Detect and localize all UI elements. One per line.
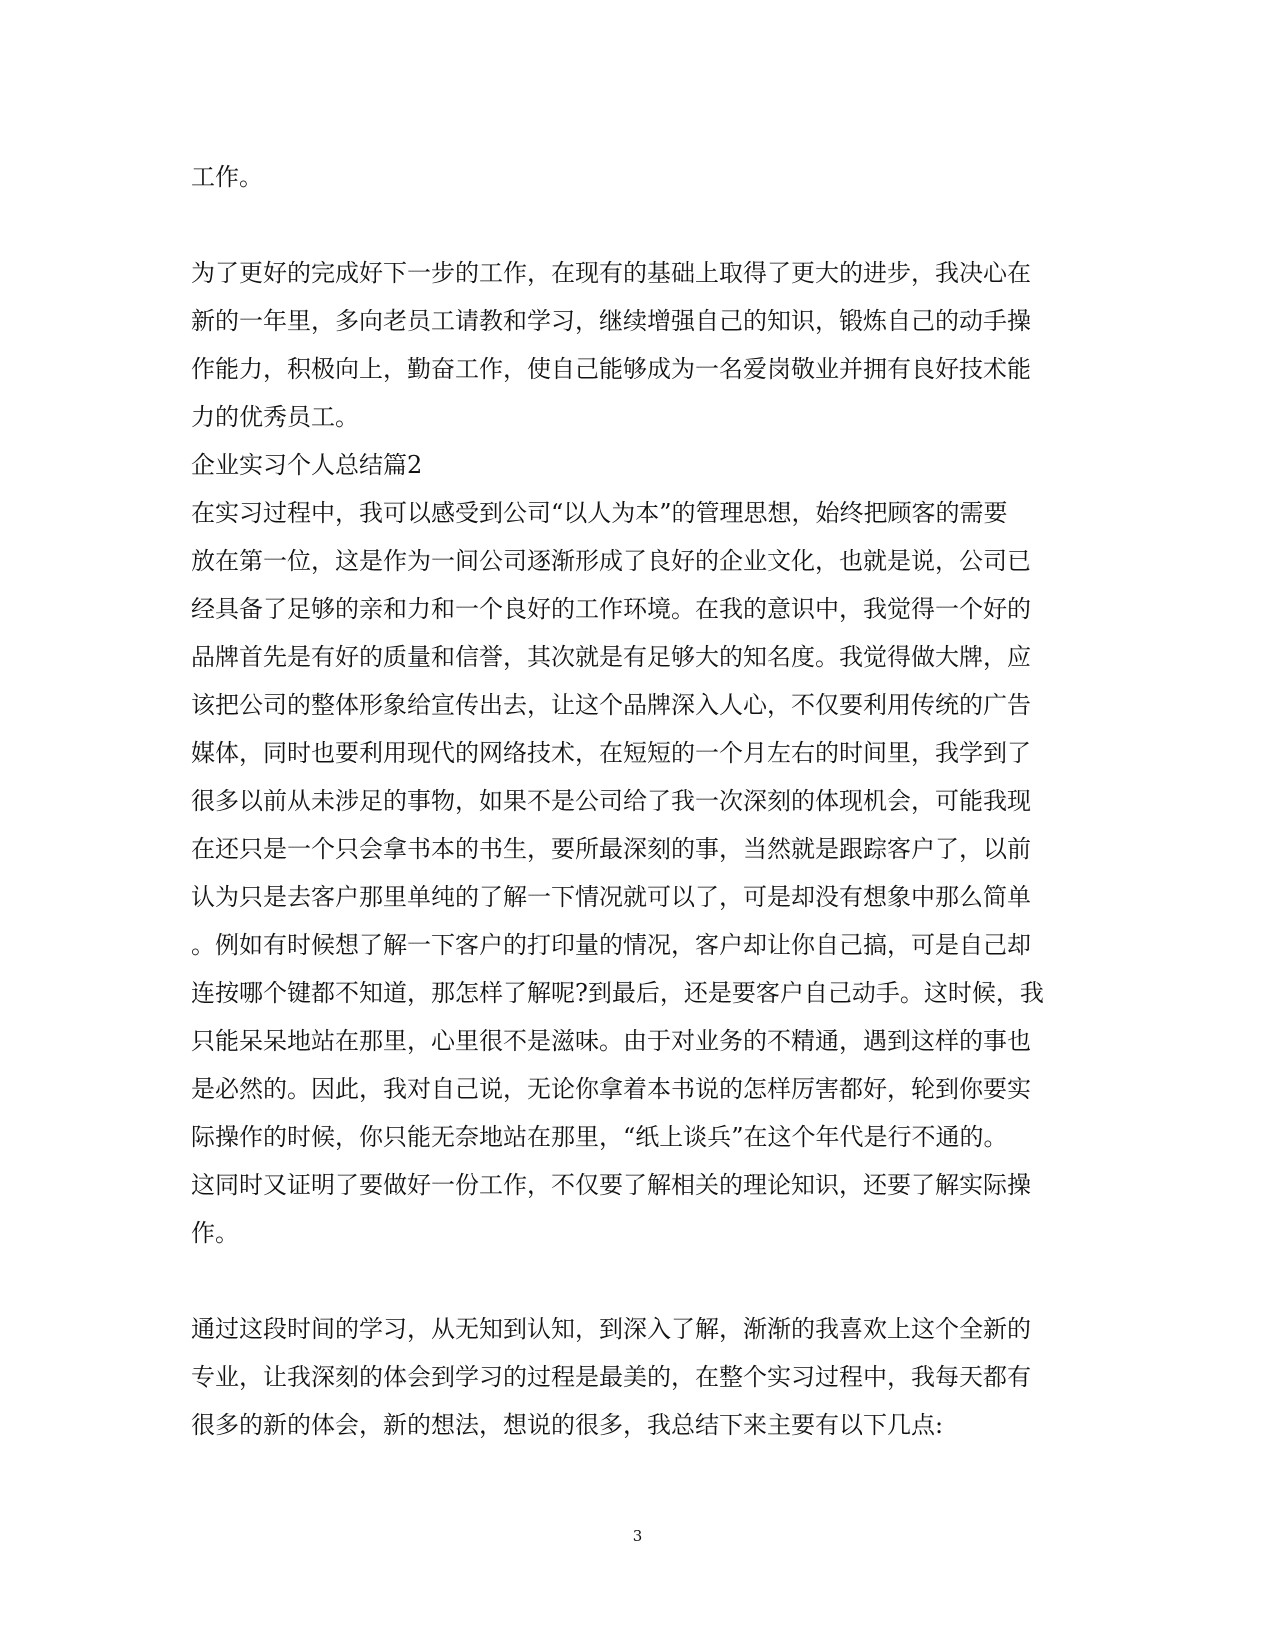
text-line: 作。 [191, 1219, 239, 1247]
text-line: 很多以前从未涉足的事物，如果不是公司给了我一次深刻的体现机会，可能我现 [191, 787, 1031, 815]
text-line: 新的一年里，多向老员工请教和学习，继续增强自己的知识，锻炼自己的动手操 [191, 307, 1031, 335]
text-line: 力的优秀员工。 [191, 403, 359, 431]
paragraph-gap [191, 201, 1081, 249]
text-line: 工作。 [191, 163, 263, 191]
text-line: 际操作的时候，你只能无奈地站在那里，“纸上谈兵”在这个年代是行不通的。 [191, 1123, 1008, 1151]
text-line: 在实习过程中，我可以感受到公司“以人为本”的管理思想，始终把顾客的需要 [191, 499, 1008, 527]
paragraph [191, 1305, 1081, 1449]
paragraph [191, 153, 1081, 201]
paragraph [191, 489, 1081, 1257]
text-line: 媒体，同时也要利用现代的网络技术，在短短的一个月左右的时间里，我学到了 [191, 739, 1031, 767]
section-heading: 企业实习个人总结篇2 [191, 451, 423, 479]
text-line: 经具备了足够的亲和力和一个良好的工作环境。在我的意识中，我觉得一个好的 [191, 595, 1031, 623]
text-line: 很多的新的体会，新的想法，想说的很多，我总结下来主要有以下几点: [191, 1411, 944, 1439]
text-line: 是必然的。因此，我对自己说，无论你拿着本书说的怎样厉害都好，轮到你要实 [191, 1075, 1031, 1103]
text-line: 专业，让我深刻的体会到学习的过程是最美的，在整个实习过程中，我每天都有 [191, 1363, 1031, 1391]
text-line: 该把公司的整体形象给宣传出去，让这个品牌深入人心，不仅要利用传统的广告 [191, 691, 1031, 719]
text-line: 作能力，积极向上，勤奋工作，使自己能够成为一名爱岗敬业并拥有良好技术能 [191, 355, 1031, 383]
text-line: 只能呆呆地站在那里，心里很不是滋味。由于对业务的不精通，遇到这样的事也 [191, 1027, 1031, 1055]
text-line: 通过这段时间的学习，从无知到认知，到深入了解，渐渐的我喜欢上这个全新的 [191, 1315, 1031, 1343]
text-line: 品牌首先是有好的质量和信誉，其次就是有足够大的知名度。我觉得做大牌，应 [191, 643, 1031, 671]
paragraph-gap [191, 1257, 1081, 1305]
document-body [191, 153, 1081, 1449]
text-line: 为了更好的完成好下一步的工作，在现有的基础上取得了更大的进步，我决心在 [191, 259, 1031, 287]
text-line: 放在第一位，这是作为一间公司逐渐形成了良好的企业文化，也就是说，公司已 [191, 547, 1031, 575]
text-line: 连按哪个键都不知道，那怎样了解呢?到最后，还是要客户自己动手。这时候，我 [191, 979, 1044, 1007]
text-line: 认为只是去客户那里单纯的了解一下情况就可以了，可是却没有想象中那么简单 [191, 883, 1031, 911]
page-number: 3 [632, 1527, 643, 1545]
text-line: 在还只是一个只会拿书本的书生，要所最深刻的事，当然就是跟踪客户了，以前 [191, 835, 1031, 863]
text-line: 。例如有时候想了解一下客户的打印量的情况，客户却让你自己搞，可是自己却 [191, 931, 1031, 959]
paragraph [191, 249, 1081, 441]
text-line: 这同时又证明了要做好一份工作，不仅要了解相关的理论知识，还要了解实际操 [191, 1171, 1031, 1199]
